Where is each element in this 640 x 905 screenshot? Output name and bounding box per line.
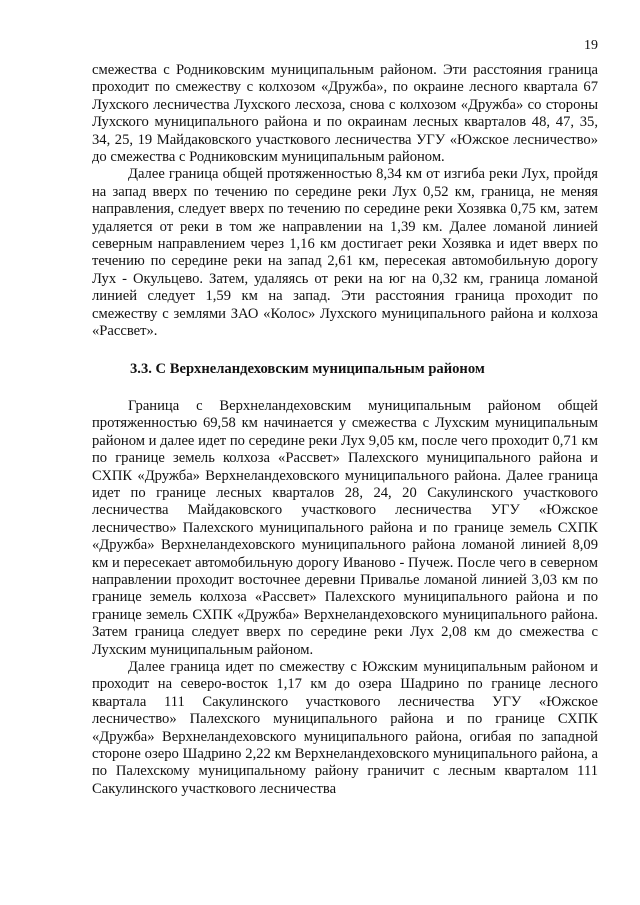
page-number: 19 bbox=[584, 38, 598, 53]
page-body bbox=[92, 62, 598, 798]
paragraph-continuation: смежества с Родниковским муниципальным районом. Эти расстояния граница проходит по смежеству с колхозом «Дружба», по окраине лесного квартала 67 Лухского лесничества Лухского лесхоза, снова с колхозом «Дружба» со стороны Лухского муниципального района и по окраинам лесных кварталов 48, 47, 35, 34, 25, 19 Майдаковского участкового лесничества УГУ «Южское лесничество» до смежества с Родниковским муниципальным районом. bbox=[92, 62, 598, 166]
paragraph-yuzha-boundary: Далее граница идет по смежеству с Южским муниципальным районом и проходит на северо-восток 1,17 км до озера Шадрино по границе лесного квартала 111 Сакулинского участкового лесничества УГУ «Южское лесничество» Палехского муниципального района и по границе СХПК «Дружба» Верхнеландеховского муниципального района, огибая по западной стороне озеро Шадрино 2,22 км Верхнеландеховского муниципального района, а по Палехскому муниципальному району граничит с лесным кварталом 111 Сакулинского участкового лесничества bbox=[92, 659, 598, 797]
paragraph-luh-boundary: Далее граница общей протяженностью 8,34 км от изгиба реки Лух, пройдя на запад вверх по течению по середине реки Лух 0,52 км, граница, не меняя направления, следует вверх по течению по середине реки Хозявка 0,75 км, затем удаляется от реки в том же направлении на 1,39 км. Далее ломаной линией северным направлением через 1,16 км достигает реки Хозявка и идет вверх по течению по середине реки на запад 2,61 км, пересекая автомобильную дорогу Лух - Окульцево. Затем, удаляясь от реки на юг на 0,32 км, граница ломаной линией следует 1,59 км на запад. Эти расстояния граница проходит по смежеству с землями ЗАО «Колос» Лухского муниципального района и колхоза «Рассвет». bbox=[92, 166, 598, 340]
paragraph-verhnelandeh-boundary: Граница с Верхнеландеховским муниципальным районом общей протяженностью 69,58 км начинается у смежества с Лухским муниципальным районом и далее идет по середине реки Лух 9,05 км, после чего проходит 0,71 км по границе земель колхоза «Рассвет» Палехского муниципального района и СХПК «Дружба» Верхнеландеховского муниципального района. Далее граница идет по границе лесных кварталов 28, 24, 20 Сакулинского участкового лесничества Майдаковского участкового лесничества УГУ «Южское лесничество» Палехского муниципального района и по границе земель СХПК «Дружба» Верхнеландеховского муниципального района ломаной линией 8,09 км и пересекает автомобильную дорогу Иваново - Пучеж. После чего в северном направлении проходит восточнее деревни Привалье ломаной линией 3,03 км по границе земель колхоза «Рассвет» Палехского муниципального района и по границе земель СХПК «Дружба» Верхнеландеховского муниципального района. Затем граница следует вверх по середине реки Лух 2,08 км до смежества с Лухским муниципальным районом. bbox=[92, 397, 598, 658]
section-heading: 3.3. С Верхнеландеховским муниципальным районом bbox=[130, 360, 485, 377]
